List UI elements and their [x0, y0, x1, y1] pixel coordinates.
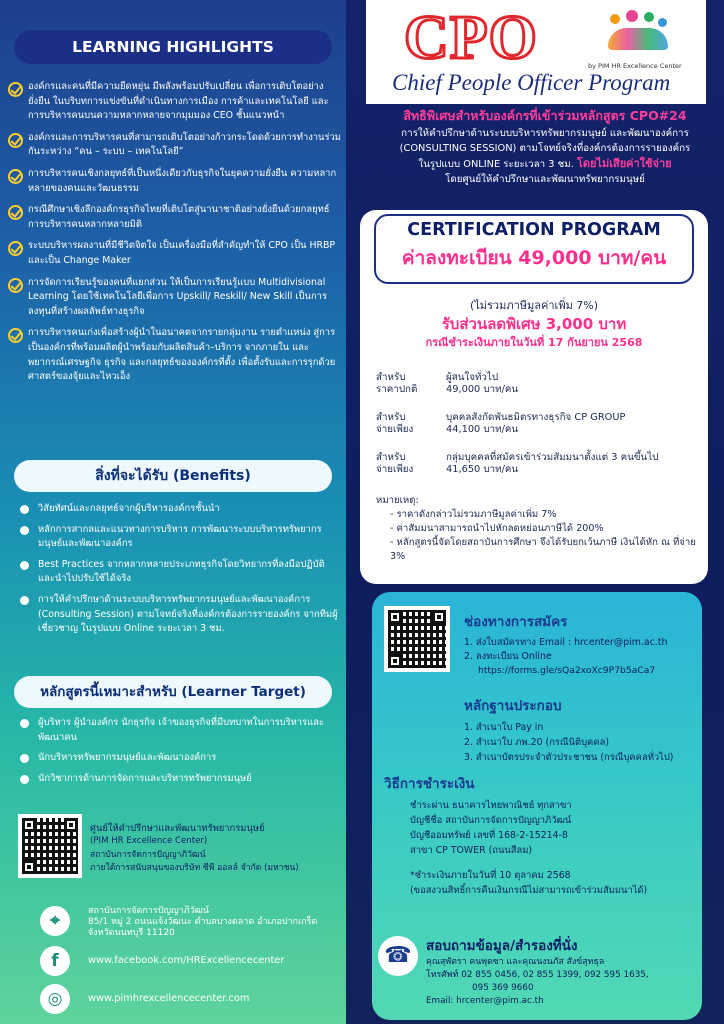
payment-section: วิธีการชำระเงิน ชำระผ่าน ธนาคารไทยพาณิชย์ ทุกสาขา บัญชีชื่อ สถาบันการจัดการปัญญาภิวัฒน์ บัญชีออมทรัพย์ เลขที่ 168-2-15214-8 สาขา CP TOWER (ถนนสีลม) *ชำระเงินภายในวันที่ 10 ตุลาคม 2568 (ขอสงวนสิทธิ์การคืนเงินกรณีไม่สามารถเข้าร่วมสัมมนาได้): [384, 772, 702, 898]
list-item: กรณีศึกษาเชิงลึกองค์กรธุรกิจไทยที่เติบโตสู่นานาชาติอย่างยั่งยืนด้วยกลยุทธ์การบริหารคนหลากหลายมิติ: [8, 203, 342, 232]
registration-qr-code[interactable]: [384, 606, 450, 672]
phone-icon: ☎: [378, 936, 418, 976]
facebook-row[interactable]: [40, 946, 340, 974]
discount-condition: กรณีชำระเงินภายในวันที่ 17 กันยายน 2568: [425, 336, 643, 349]
left-column: [0, 0, 346, 1024]
program-title: Chief People Officer Program: [392, 70, 671, 95]
check-icon: [8, 205, 23, 220]
registration-fee: ค่าลงทะเบียน 49,000 บาท/คน: [401, 247, 667, 269]
list-item: องค์กรและการบริหารคนที่สามารถเติบโตอย่างก้าวกระโดดด้วยการทำงานร่วมกันระหว่าง “คน – ระบบ – เทคโนโลยี”: [8, 131, 342, 160]
privilege-title: สิทธิพิเศษสำหรับองค์กรที่เข้าร่วมหลักสูตร CPO#24: [403, 108, 687, 123]
list-item: วิสัยทัศน์และกลยุทธ์จากผู้บริหารองค์กรชั้นนำ: [20, 502, 338, 517]
bullet-icon: [20, 561, 29, 570]
list-item: Best Practices จากหลากหลายประเภทธุรกิจโดยวิทยากรที่ลงมือปฏิบัติและนำไปปรับใช้ได้จริง: [20, 558, 338, 587]
check-icon: [8, 328, 23, 343]
list-item: การให้คำปรึกษาด้านระบบบริหารทรัพยากรมนุษย์และพัฒนาองค์การ (Consulting Session) ตามโจทย์จริงที่องค์กรต้องการรายองค์กร จากทีมผู้เชี่ยวชาญ ในรูปแบบ Online ระยะเวลา 3 ชม.: [20, 593, 338, 637]
apply-section: ช่องทางการสมัคร 1. ส่งใบสมัครทาง Email : hrcenter@pim.ac.th 2. ลงทะเบียน Online https://forms.gle/sQa2xoXc9P7b5aCa7: [464, 610, 700, 678]
cpo-logo: [366, 0, 706, 104]
inquiry-title: สอบถามข้อมูล/สำรองที่นั่ง: [426, 938, 578, 954]
facebook-link[interactable]: www.facebook.com/HRExcellencecenter: [88, 955, 285, 966]
bullet-icon: [20, 596, 29, 605]
poster: LEARNING HIGHLIGHTS องค์กรและคนที่มีความยืดหยุ่น มีพลังพร้อมปรับเปลี่ยน เพื่อการเติบโตอย่างยั่งยืน ในบริบทการแข่งขันที่ดำเนินทางการเมือง การค้าและเทคโนโลยี และการบริหารคนบนความหลากหลายจากมุมมอง CEO ชั้นแนวหน้า องค์กรและการบริหารคนที่สามารถเติบโตอย่างก้าวกระโดดด้วยการทำงานร่วมกันระหว่าง “คน – ระบบ – เทคโนโลยี” การบริหารคนเชิงกลยุทธ์ที่เป็นหนึ่งเดียวกับธุรกิจในยุคความยั่งยืน ความหลากหลายของคนและวัฒนธรรม กรณีศึกษาเชิงลึกองค์กรธุรกิจไทยที่เติบโตสู่นานาชาติอย่างยั่งยืนด้วยกลยุทธ์การบริหารคนหลากหลายมิติ ระบบบริหารผลงานที่มีชีวิตจิตใจ เป็นเครื่องมือที่สำคัญทำให้ CPO เป็น HRBP และเป็น Change Maker การจัดการเรียนรู้ของคนที่แยกส่วน ให้เป็นการเรียนรู้แบบ Multidivisional Learning โดยใช้เทคโนโลยีเพื่อการ Upskill/ Reskill/ New Skill เป็นการลงทุนที่สร้างผลลัพธ์ทางธุรกิจ การบริหารคนเก่งเพื่อสร้างผู้นำในอนาคตจากรายกลุ่มงาน รายตำแหน่ง สู่การเป็นองค์กรที่พร้อมผลิตผู้นำพร้อมกับผลิตสินค้า–บริการ จากภายใน และพยากรณ์เศรษฐกิจ ธุรกิจ และกลยุทธ์ขององค์กรที่ตั้ง เพื่อตั้งรับและการรุกด้วยศาสตร์ของจุ้ยและไหวเอ็ง สิ่งที่จะได้รับ (Benefits) วิสัยทัศน์และกลยุทธ์จากผู้บริหารองค์กรชั้นนำ หลักการสากลและแนวทางการบริหาร การพัฒนาระบบบริหารทรัพยากรมนุษย์และพัฒนาองค์กร Best Practices จากหลากหลายประเภทธุรกิจโดยวิทยากรที่ลงมือปฏิบัติและนำไปปรับใช้ได้จริง การให้คำปรึกษาด้านระบบบริหารทรัพยากรมนุษย์และพัฒนาองค์การ (Consulting Session) ตามโจทย์จริงที่องค์กรต้องการรายองค์กร จากทีมผู้เชี่ยวชาญ ในรูปแบบ Online ระยะเวลา 3 ชม. หลักสูตรนี้เหมาะสำหรับ (Learner Target) ผู้บริหาร ผู้นำองค์กร นักธุรกิจ เจ้าของธุรกิจที่มีบทบาทในการบริหารและพัฒนาคน นักบริหารทรัพยากรมนุษย์และพัฒนาองค์การ นักวิชาการด้านการจัดการและบริหารทรัพยากรมนุษย์ ศูนย์ให้คำปรึกษาและพัฒนาทรัพยากรมนุษย์ (PIM HR Excellence Center) สถาบันการจัดการปัญญาภิวัฒน์ ภายใต้การสนับสนุนของบริษัท ซีพี ออลล์ จำกัด (มหาชน) ⌖ สถาบันการจัดการปัญญาภิวัฒน์ 85/1 หมู่ 2 ถนนแจ้งวัฒนะ ตำบลบางตลาด อำเภอปากเกร็ด จังหวัดนนทบุรี 11120 f www.facebook.com/HRExcellencecenter ◎ www.pimhrexcellencecenter.com CPO by PIM HR Excellence Center Chief People Officer Program สิทธิพิเศษสำหรับองค์กรที่เข้าร่วมหลักสูตร CPO#24 การให้คำปรึกษาด้านระบบบริหารทรัพยากรมนุษย์ และพัฒนาองค์การ (CONSULTING SESSION) ตามโจทย์จริงที่องค์กรต้องการรายองค์กร ในรูปแบบ ONLINE ระยะเวลา 3 ชม. โดยไม่เสียค่าใช้จ่าย โดยศูนย์ให้คำปรึกษาและพัฒนาทรัพยากรมนุษย์ CERTIFICATION PROGRAM ค่าลงทะเบียน 49,000 บาท/คน (ไม่รวมภาษีมูลค่าเพิ่ม 7%) รับส่วนลดพิเศษ 3,000 บาท กรณีชำระเงินภายในวันที่ 17 กันยายน 2568 สำหรับ ราคาปกติ ผู้สนใจทั่วไป 49,000 บาท/คน สำหรับ จ่ายเพียง บุคคลสังกัดพันธมิตรทางธุรกิจ CP GROUP 44,100 บาท/คน สำหรับ จ่ายเพียง กลุ่มบุคคลที่สมัครเข้าร่วมสัมมนาตั้งแต่ 3 คนขึ้นไป 41,650 บาท/คน หมายเหตุ: - ราคาดังกล่าวไม่รวมภาษีมูลค่าเพิ่ม 7% - ค่าสัมมนาสามารถนำไปหักลดหย่อนภาษีได้ 200% - หลักสูตรนี้จัดโดยสถาบันการศึกษา จึงได้รับยกเว้นภาษี เงินได้หัก ณ ที่จ่าย 3% ช่องทางการสมัคร 1. ส่งใบสมัครทาง Email : hrcenter@pim.ac.th 2. ลงทะเบียน Online https://forms.gle/sQa2xoXc9P7b5aCa7 หลักฐานประกอบ 1. สำเนาใบ Pay in 2. สำเนาใบ ภพ.20 (กรณีนิติบุคคล) 3. สำเนาบัตรประจำตัวประชาชน (กรณีบุคคลทั่วไป) วิธีการชำระเงิน ชำระผ่าน ธนาคารไทยพาณิชย์ ทุกสาขา บัญชีชื่อ สถาบันการจัดการปัญญาภิวัฒน์ บัญชีออมทรัพย์ เลขที่ 168-2-15214-8 สาขา CP TOWER (ถนนสีลม) *ชำระเงินภายในวันที่ 10 ตุลาคม 2568 (ขอสงวนสิทธิ์การคืนเงินกรณีไม่สามารถเข้าร่วมสัมมนาได้) ☎ สอบถามข้อมูล/สำรองที่นั่ง คุณสุพัตรา คนพุดซา และคุณนงนภัส สังข์สุทธุล โทรศัพท์ 02 855 0456, 02 855 1399, 092 595 1635, 095 369 9660 Email: hrcenter@pim.ac.th: [0, 0, 724, 1024]
vat-note: (ไม่รวมภาษีมูลค่าเพิ่ม 7%): [469, 299, 599, 312]
people-figures-icon: [606, 10, 670, 60]
list-item: นักบริหารทรัพยากรมนุษย์และพัฒนาองค์การ: [20, 751, 338, 766]
website-link[interactable]: www.pimhrexcellencecenter.com: [88, 993, 250, 1004]
certification-box: [374, 214, 694, 284]
notes: หมายเหตุ: - ราคาดังกล่าวไม่รวมภาษีมูลค่าเพิ่ม 7% - ค่าสัมมนาสามารถนำไปหักลดหย่อนภาษีได้ 200% - หลักสูตรนี้จัดโดยสถาบันการศึกษา จึงได้รับยกเว้นภาษี เงินได้หัก ณ ที่จ่าย 3%: [376, 495, 696, 562]
bullet-icon: [20, 775, 29, 784]
logo-byline: by PIM HR Excellence Center: [588, 62, 682, 70]
facebook-icon[interactable]: f: [40, 946, 70, 976]
benefits-list: [20, 502, 338, 643]
benefits-title: สิ่งที่จะได้รับ (Benefits): [14, 460, 332, 492]
privilege-section: สิทธิพิเศษสำหรับองค์กรที่เข้าร่วมหลักสูตร CPO#24 การให้คำปรึกษาด้านระบบบริหารทรัพยากรมนุษย์ และพัฒนาองค์การ (CONSULTING SESSION) ตามโจทย์จริงที่องค์กรต้องการรายองค์กร ในรูปแบบ ONLINE ระยะเวลา 3 ชม. โดยไม่เสียค่าใช้จ่าย โดยศูนย์ให้คำปรึกษาและพัฒนาทรัพยากรมนุษย์: [380, 108, 710, 187]
list-item: ผู้บริหาร ผู้นำองค์กร นักธุรกิจ เจ้าของธุรกิจที่มีบทบาทในการบริหารและพัฒนาคน: [20, 716, 338, 745]
learner-target-title: หลักสูตรนี้เหมาะสำหรับ (Learner Target): [14, 676, 332, 708]
inquiry-email[interactable]: Email: hrcenter@pim.ac.th: [426, 996, 544, 1006]
bullet-icon: [20, 505, 29, 514]
check-icon: [8, 169, 23, 184]
apply-title: ช่องทางการสมัคร: [464, 614, 568, 630]
logo-text: CPO: [404, 4, 538, 72]
evidence-title: หลักฐานประกอบ: [464, 698, 562, 714]
list-item: การจัดการเรียนรู้ของคนที่แยกส่วน ให้เป็นการเรียนรู้แบบ Multidivisional Learning โดยใช้เทคโนโลยีเพื่อการ Upskill/ Reskill/ New Skill เป็นการลงทุนที่สร้างผลลัพธ์ทางธุรกิจ: [8, 276, 342, 320]
list-item: นักวิชาการด้านการจัดการและบริหารทรัพยากรมนุษย์: [20, 772, 338, 787]
payment-title: วิธีการชำระเงิน: [384, 776, 475, 792]
evidence-section: หลักฐานประกอบ 1. สำเนาใบ Pay in 2. สำเนาใบ ภพ.20 (กรณีนิติบุคคล) 3. สำเนาบัตรประจำตัวประชาชน (กรณีบุคคลทั่วไป): [464, 694, 700, 765]
check-icon: [8, 82, 23, 97]
list-item: หลักการสากลและแนวทางการบริหาร การพัฒนาระบบบริหารทรัพยากรมนุษย์และพัฒนาองค์กร: [20, 523, 338, 552]
list-item: ระบบบริหารผลงานที่มีชีวิตจิตใจ เป็นเครื่องมือที่สำคัญทำให้ CPO เป็น HRBP และเป็น Change Maker: [8, 239, 342, 268]
discount-text: รับส่วนลดพิเศษ 3,000 บาท: [441, 315, 627, 333]
address-row: ⌖ สถาบันการจัดการปัญญาภิวัฒน์ 85/1 หมู่ 2 ถนนแจ้งวัฒนะ ตำบลบางตลาด อำเภอปากเกร็ด จังหวัดนนทบุรี 11120: [40, 906, 340, 934]
check-icon: [8, 278, 23, 293]
bullet-icon: [20, 754, 29, 763]
list-item: การบริหารคนเชิงกลยุทธ์ที่เป็นหนึ่งเดียวกับธุรกิจในยุคความยั่งยืน ความหลากหลายของคนและวัฒนธรรม: [8, 167, 342, 196]
targets-list: [20, 716, 338, 792]
globe-icon[interactable]: ◎: [40, 984, 70, 1014]
list-item: การบริหารคนเก่งเพื่อสร้างผู้นำในอนาคตจากรายกลุ่มงาน รายตำแหน่ง สู่การเป็นองค์กรที่พร้อมผลิตผู้นำพร้อมกับผลิตสินค้า–บริการ จากภายใน และพยากรณ์เศรษฐกิจ ธุรกิจ และกลยุทธ์ขององค์กรที่ตั้ง เพื่อตั้งรับและการรุกด้วยศาสตร์ของจุ้ยและไหวเอ็ง: [8, 326, 342, 384]
registration-link[interactable]: https://forms.gle/sQa2xoXc9P7b5aCa7: [478, 665, 656, 676]
check-icon: [8, 133, 23, 148]
bullet-icon: [20, 526, 29, 535]
location-pin-icon: ⌖: [40, 906, 70, 936]
pim-center-info: ศูนย์ให้คำปรึกษาและพัฒนาทรัพยากรมนุษย์ (PIM HR Excellence Center) สถาบันการจัดการปัญญาภิวัฒน์ ภายใต้การสนับสนุนของบริษัท ซีพี ออลล์ จำกัด (มหาชน): [90, 823, 299, 874]
highlights-list: [8, 80, 342, 392]
pim-qr-code[interactable]: [18, 814, 82, 878]
check-icon: [8, 241, 23, 256]
website-row[interactable]: [40, 984, 340, 1012]
cert-title: CERTIFICATION PROGRAM: [407, 220, 661, 240]
bullet-icon: [20, 719, 29, 728]
phone-numbers[interactable]: 02 855 0456, 02 855 1399, 092 595 1635,: [461, 970, 649, 980]
list-item: องค์กรและคนที่มีความยืดหยุ่น มีพลังพร้อมปรับเปลี่ยน เพื่อการเติบโตอย่างยั่งยืน ในบริบทการแข่งขันที่ดำเนินทางการเมือง การค้าและเทคโนโลยี และการบริหารคนบนความหลากหลายจากมุมมอง CEO ชั้นแนวหน้า: [8, 80, 342, 124]
learning-highlights-title: LEARNING HIGHLIGHTS: [14, 30, 332, 64]
inquiry-section: สอบถามข้อมูล/สำรองที่นั่ง คุณสุพัตรา คนพุดซา และคุณนงนภัส สังข์สุทธุล โทรศัพท์ 02 855 0456, 02 855 1399, 092 595 1635, 095 369 9660 Email: hrcenter@pim.ac.th: [426, 934, 704, 1008]
